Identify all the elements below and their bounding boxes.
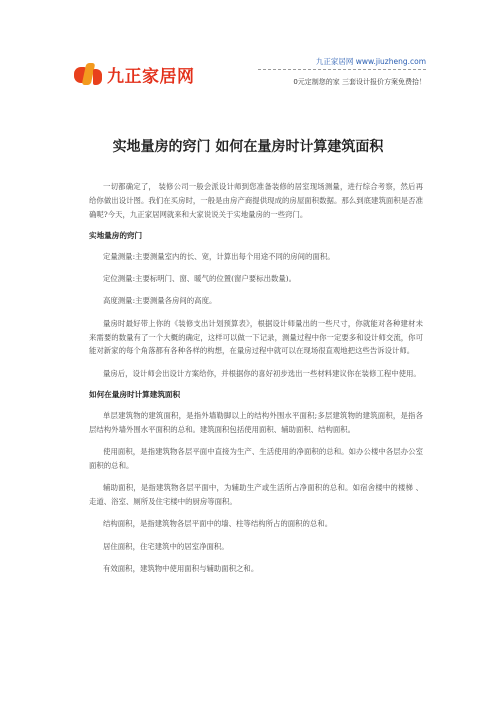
paragraph: 使用面积，是指建筑物各层平面中直接为生产、生活使用的净面积的总和。如办公楼中各层办公室面积的总和。: [89, 447, 423, 470]
section-heading: 实地量房的窍门: [89, 230, 143, 240]
intro-paragraph: 一切都确定了， 装修公司一般会派设计师到您准备装修的居室现场测量，进行综合考察，然后再给你做出设计图。我们在买房时，一般是由房产商提供现成的房屋面积数据。那么到底建筑面积是否准确呢?今天，九正家居网就来和大家说说关于实地量房的一些窍门。: [89, 182, 423, 219]
paragraph: 结构面积，是指建筑物各层平面中的墙、柱等结构所占的面积的总和。: [103, 519, 333, 529]
paragraph: 量房后，设计师会出设计方案给你，并根据你的喜好初步选出一些材料建议你在装修工程中使用。: [103, 368, 421, 378]
article-body: [89, 180, 423, 584]
logo-text: 九正家居网: [107, 67, 195, 87]
logo-mark-icon: [74, 63, 104, 87]
header-divider: [258, 69, 426, 70]
site-link[interactable]: 九正家居网 www.jiuzheng.com: [315, 57, 426, 66]
page-title: 实地量房的窍门 如何在量房时计算建筑面积: [112, 139, 384, 155]
paragraph: 定量测量:主要测量室内的长、宽，计算出每个用途不同的房间的面积。: [103, 251, 335, 261]
paragraph: 有效面积，建筑物中使用面积与辅助面积之和。: [103, 563, 259, 573]
paragraph: 量房时最好带上你的《装修支出计划预算表》，根据设计师量出的一些尺寸，你就能对各种建材未来需要的数量有了一个大概的确定，这样可以做一下记录，测量过程中你一定要多和设计师交流，你可能对新家的每个角落都有各种各样的构想，在量房过程中就可以在现场很直观地把这些告诉设计师。: [89, 318, 423, 356]
paragraph: 辅助面积，是指建筑物各层平面中，为辅助生产或生活所占净面积的总和。如宿舍楼中的楼梯 、走道、浴室、厕所及住宅楼中的厨房等面积。: [89, 483, 423, 506]
header-tagline: 0元定制您的家 三套设计报价方案免费拾！: [293, 78, 426, 86]
paragraph: 单层建筑物的建筑面积，是指外墙勒脚以上的结构外围水平面积;多层建筑物的建筑面积，是指各层结构外墙外围水平面积的总和。建筑面积包括使用面积、辅助面积、结构面积。: [89, 410, 423, 434]
section-heading: 如何在量房时计算建筑面积: [89, 389, 181, 399]
paragraph: 居住面积，住宅建筑中的居室净面积。: [103, 541, 229, 551]
site-logo[interactable]: [74, 62, 195, 87]
paragraph: 定位测量:主要标明门、窗、暖气的位置(窗户要标出数量)。: [103, 274, 297, 284]
page-header: [0, 0, 496, 100]
paragraph: 高度测量:主要测量各房间的高度。: [103, 296, 217, 306]
